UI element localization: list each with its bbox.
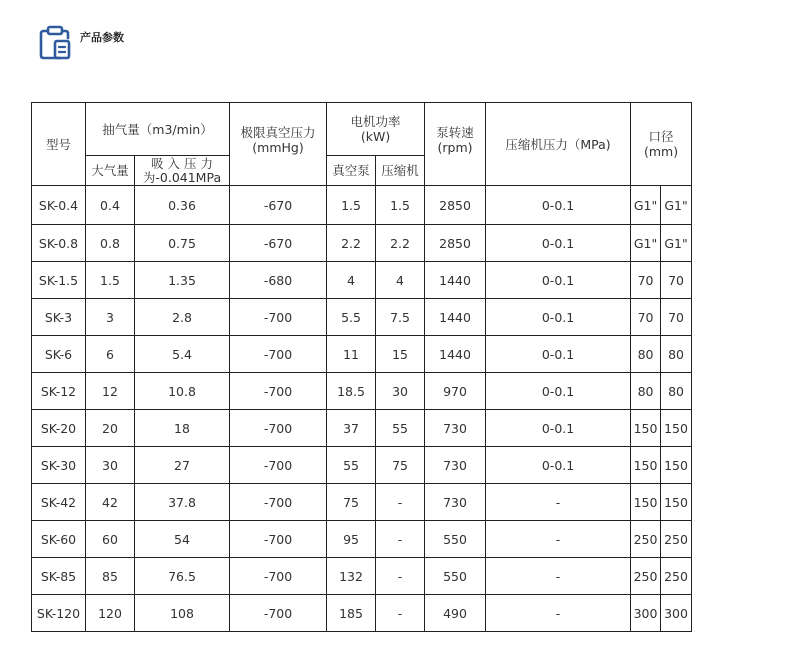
header-port-line1: 口径 [648, 129, 674, 144]
cell-pumping-atm: 1.5 [86, 262, 135, 299]
cell-pump-speed: 550 [425, 558, 486, 595]
cell-pump-speed: 730 [425, 410, 486, 447]
cell-pumping-suction: 27 [135, 447, 230, 484]
cell-pump-speed: 2850 [425, 225, 486, 262]
header-port [631, 103, 692, 186]
cell-port-1: 80 [631, 336, 661, 373]
cell-motor-compressor: - [376, 484, 425, 521]
cell-compressor-pressure: 0-0.1 [486, 186, 631, 225]
cell-compressor-pressure: 0-0.1 [486, 410, 631, 447]
cell-compressor-pressure: 0-0.1 [486, 373, 631, 410]
header-pumping-suction-line2: 为-0.041MPa [142, 169, 222, 185]
cell-pump-speed: 2850 [425, 186, 486, 225]
table-row [32, 484, 692, 521]
cell-motor-compressor: - [376, 521, 425, 558]
cell-motor-vacuum-pump: 2.2 [327, 225, 376, 262]
header-pump-speed-line2: (rpm) [437, 140, 473, 155]
cell-pump-speed: 1440 [425, 262, 486, 299]
cell-pumping-atm: 0.8 [86, 225, 135, 262]
cell-port-2: G1" [661, 225, 692, 262]
clipboard-icon [38, 24, 72, 60]
header-motor-compressor: 压缩机 [376, 156, 425, 186]
cell-motor-compressor: 4 [376, 262, 425, 299]
cell-pumping-atm: 60 [86, 521, 135, 558]
cell-ultimate-vacuum: -670 [230, 225, 327, 262]
cell-ultimate-vacuum: -700 [230, 484, 327, 521]
cell-motor-vacuum-pump: 132 [327, 558, 376, 595]
cell-port-1: 250 [631, 521, 661, 558]
cell-port-1: G1" [631, 186, 661, 225]
header-pumping-suction [135, 156, 230, 186]
cell-port-2: 150 [661, 410, 692, 447]
cell-ultimate-vacuum: -700 [230, 595, 327, 632]
cell-ultimate-vacuum: -700 [230, 558, 327, 595]
cell-motor-vacuum-pump: 55 [327, 447, 376, 484]
product-spec-table [31, 102, 692, 632]
cell-motor-compressor: 55 [376, 410, 425, 447]
cell-motor-compressor: 7.5 [376, 299, 425, 336]
cell-port-1: 70 [631, 299, 661, 336]
cell-motor-compressor: 75 [376, 447, 425, 484]
cell-pumping-atm: 30 [86, 447, 135, 484]
cell-ultimate-vacuum: -700 [230, 521, 327, 558]
header-motor-vacuum-pump: 真空泵 [327, 156, 376, 186]
cell-port-1: 150 [631, 410, 661, 447]
cell-port-1: G1" [631, 225, 661, 262]
cell-port-1: 150 [631, 484, 661, 521]
cell-motor-vacuum-pump: 37 [327, 410, 376, 447]
cell-motor-vacuum-pump: 75 [327, 484, 376, 521]
cell-model: SK-3 [32, 299, 86, 336]
cell-ultimate-vacuum: -700 [230, 373, 327, 410]
cell-pumping-suction: 5.4 [135, 336, 230, 373]
cell-motor-vacuum-pump: 4 [327, 262, 376, 299]
cell-port-1: 250 [631, 558, 661, 595]
cell-motor-compressor: 1.5 [376, 186, 425, 225]
cell-pumping-atm: 6 [86, 336, 135, 373]
cell-port-2: G1" [661, 186, 692, 225]
cell-pumping-atm: 85 [86, 558, 135, 595]
cell-compressor-pressure: 0-0.1 [486, 225, 631, 262]
header-port-line2: (mm) [643, 144, 679, 159]
cell-pumping-atm: 3 [86, 299, 135, 336]
cell-ultimate-vacuum: -700 [230, 299, 327, 336]
cell-port-1: 300 [631, 595, 661, 632]
cell-port-2: 70 [661, 299, 692, 336]
cell-pumping-suction: 10.8 [135, 373, 230, 410]
header-motor-power [327, 103, 425, 156]
header-pumping: 抽气量（m3/min） [86, 103, 230, 156]
cell-motor-compressor: - [376, 558, 425, 595]
table-row [32, 186, 692, 225]
table-row [32, 373, 692, 410]
cell-ultimate-vacuum: -680 [230, 262, 327, 299]
table-row [32, 595, 692, 632]
cell-model: SK-0.8 [32, 225, 86, 262]
header-model: 型号 [32, 103, 86, 186]
cell-port-2: 250 [661, 521, 692, 558]
cell-pumping-suction: 0.75 [135, 225, 230, 262]
cell-model: SK-120 [32, 595, 86, 632]
cell-ultimate-vacuum: -670 [230, 186, 327, 225]
cell-compressor-pressure: - [486, 484, 631, 521]
cell-pumping-suction: 37.8 [135, 484, 230, 521]
cell-model: SK-42 [32, 484, 86, 521]
cell-compressor-pressure: 0-0.1 [486, 299, 631, 336]
cell-compressor-pressure: - [486, 521, 631, 558]
cell-model: SK-20 [32, 410, 86, 447]
cell-model: SK-30 [32, 447, 86, 484]
header-pumping-suction-line1: 吸 入 压 力 [151, 155, 213, 171]
cell-pump-speed: 490 [425, 595, 486, 632]
header-compressor-pressure: 压缩机压力（MPa) [486, 103, 631, 186]
cell-model: SK-0.4 [32, 186, 86, 225]
cell-pumping-suction: 1.35 [135, 262, 230, 299]
table-row [32, 410, 692, 447]
cell-compressor-pressure: 0-0.1 [486, 262, 631, 299]
cell-motor-vacuum-pump: 11 [327, 336, 376, 373]
cell-pumping-atm: 0.4 [86, 186, 135, 225]
header-pump-speed-line1: 泵转速 [436, 125, 474, 140]
cell-port-2: 300 [661, 595, 692, 632]
cell-motor-vacuum-pump: 18.5 [327, 373, 376, 410]
cell-port-2: 80 [661, 336, 692, 373]
cell-ultimate-vacuum: -700 [230, 410, 327, 447]
cell-ultimate-vacuum: -700 [230, 447, 327, 484]
cell-motor-vacuum-pump: 185 [327, 595, 376, 632]
cell-port-1: 150 [631, 447, 661, 484]
header-motor-power-line1: 电机功率 [350, 114, 401, 129]
table-row [32, 447, 692, 484]
cell-model: SK-85 [32, 558, 86, 595]
cell-port-1: 70 [631, 262, 661, 299]
cell-pumping-atm: 12 [86, 373, 135, 410]
cell-pumping-suction: 0.36 [135, 186, 230, 225]
cell-motor-compressor: - [376, 595, 425, 632]
cell-pump-speed: 970 [425, 373, 486, 410]
cell-compressor-pressure: 0-0.1 [486, 447, 631, 484]
cell-pumping-suction: 2.8 [135, 299, 230, 336]
header-ultimate-vacuum [230, 103, 327, 186]
header-pumping-atm: 大气量 [86, 156, 135, 186]
cell-pump-speed: 1440 [425, 299, 486, 336]
cell-motor-vacuum-pump: 1.5 [327, 186, 376, 225]
cell-port-2: 150 [661, 484, 692, 521]
cell-ultimate-vacuum: -700 [230, 336, 327, 373]
cell-compressor-pressure: - [486, 595, 631, 632]
cell-motor-vacuum-pump: 5.5 [327, 299, 376, 336]
cell-port-2: 150 [661, 447, 692, 484]
table-row [32, 225, 692, 262]
cell-motor-compressor: 15 [376, 336, 425, 373]
cell-motor-vacuum-pump: 95 [327, 521, 376, 558]
cell-pumping-suction: 76.5 [135, 558, 230, 595]
cell-pumping-suction: 54 [135, 521, 230, 558]
header-pump-speed [425, 103, 486, 186]
header-motor-power-line2: (kW) [360, 129, 391, 144]
cell-port-2: 80 [661, 373, 692, 410]
cell-pump-speed: 1440 [425, 336, 486, 373]
cell-pumping-atm: 120 [86, 595, 135, 632]
cell-pumping-atm: 20 [86, 410, 135, 447]
cell-pumping-suction: 108 [135, 595, 230, 632]
table-row [32, 336, 692, 373]
section-header [38, 24, 124, 60]
cell-port-2: 250 [661, 558, 692, 595]
table-row [32, 262, 692, 299]
cell-compressor-pressure: - [486, 558, 631, 595]
cell-model: SK-60 [32, 521, 86, 558]
header-ultimate-vacuum-line1: 极限真空压力 [240, 125, 316, 140]
cell-model: SK-12 [32, 373, 86, 410]
cell-motor-compressor: 30 [376, 373, 425, 410]
cell-pump-speed: 550 [425, 521, 486, 558]
cell-pump-speed: 730 [425, 484, 486, 521]
section-title: 产品参数 [80, 31, 124, 44]
cell-pumping-suction: 18 [135, 410, 230, 447]
table-row [32, 521, 692, 558]
table-row [32, 299, 692, 336]
cell-pump-speed: 730 [425, 447, 486, 484]
cell-pumping-atm: 42 [86, 484, 135, 521]
cell-model: SK-6 [32, 336, 86, 373]
cell-port-1: 80 [631, 373, 661, 410]
header-ultimate-vacuum-line2: (mmHg) [252, 140, 304, 155]
table-row [32, 558, 692, 595]
cell-model: SK-1.5 [32, 262, 86, 299]
cell-motor-compressor: 2.2 [376, 225, 425, 262]
cell-compressor-pressure: 0-0.1 [486, 336, 631, 373]
cell-port-2: 70 [661, 262, 692, 299]
